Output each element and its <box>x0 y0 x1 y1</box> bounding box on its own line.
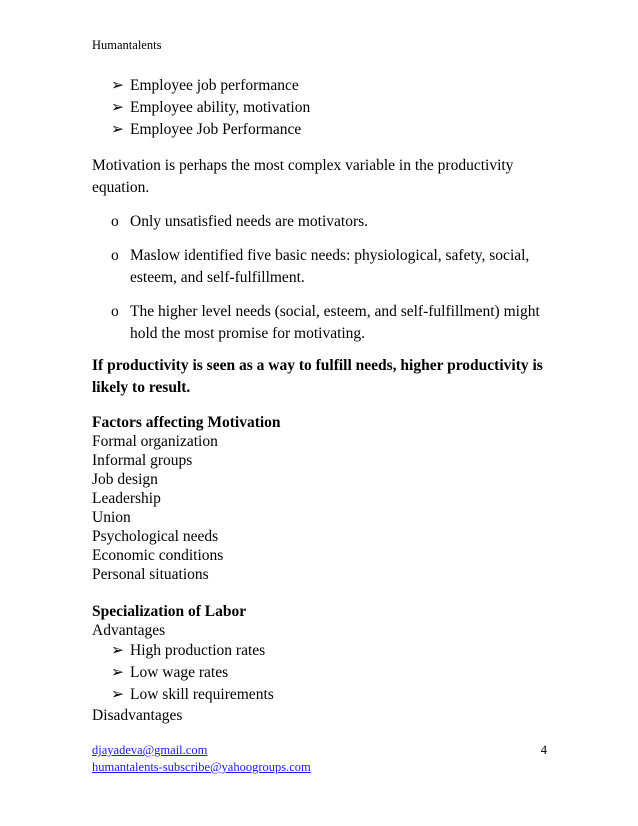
list-item: ➢ Employee job performance <box>92 75 562 97</box>
arrow-bullet-icon: ➢ <box>111 99 124 116</box>
list-item: Leadership <box>92 490 161 507</box>
list-item: Informal groups <box>92 452 193 469</box>
group-email-link[interactable]: humantalents-subscribe@yahoogroups.com <box>92 760 311 774</box>
list-item: Union <box>92 509 131 526</box>
circle-bullet-icon: o <box>111 303 119 320</box>
list-item: o The higher level needs (social, esteem, and self-fulfillment) might hold the most promise for motivating. <box>111 303 540 342</box>
factors-heading: Factors affecting Motivation <box>92 414 281 431</box>
specialization-heading: Specialization of Labor <box>92 603 247 620</box>
list-item: ➢ Low wage rates <box>92 662 562 684</box>
list-item: o Only unsatisfied needs are motivators. <box>92 211 562 233</box>
circle-bullet-icon: o <box>111 213 119 230</box>
page-footer <box>92 742 547 776</box>
advantages-label: Advantages <box>92 622 166 639</box>
page-body <box>92 75 562 725</box>
list-item: ➢ Low skill requirements <box>92 684 562 706</box>
list-item: Job design <box>92 471 158 488</box>
list-item: Economic conditions <box>92 547 224 564</box>
list-item: ➢ Employee Job Performance <box>92 119 562 141</box>
list-item: Psychological needs <box>92 528 219 545</box>
circle-bullet-icon: o <box>111 247 119 264</box>
list-item: Personal situations <box>92 566 209 583</box>
page-number: 4 <box>540 743 547 757</box>
intro-bullet-list <box>92 75 562 141</box>
arrow-bullet-icon: ➢ <box>111 121 124 138</box>
motivation-points-list <box>92 211 562 345</box>
specialization-section <box>92 602 562 725</box>
arrow-bullet-icon: ➢ <box>111 664 124 681</box>
arrow-bullet-icon: ➢ <box>111 77 124 94</box>
page-header: Humantalents <box>92 38 162 52</box>
email-link[interactable]: djayadeva@gmail.com <box>92 743 208 757</box>
list-item: o Maslow identified five basic needs: physiological, safety, social, esteem, and self-fulfillment. <box>111 247 530 286</box>
arrow-bullet-icon: ➢ <box>111 686 124 703</box>
list-item: Formal organization <box>92 433 218 450</box>
bold-statement: If productivity is seen as a way to fulfill needs, higher productivity is likely to result. <box>92 357 543 396</box>
list-item: ➢ Employee ability, motivation <box>92 97 562 119</box>
advantages-list <box>92 640 562 706</box>
motivation-paragraph: Motivation is perhaps the most complex variable in the productivity equation. <box>92 157 514 196</box>
factors-section <box>92 413 562 584</box>
disadvantages-label: Disadvantages <box>92 707 183 724</box>
arrow-bullet-icon: ➢ <box>111 642 124 659</box>
list-item: ➢ High production rates <box>92 640 562 662</box>
